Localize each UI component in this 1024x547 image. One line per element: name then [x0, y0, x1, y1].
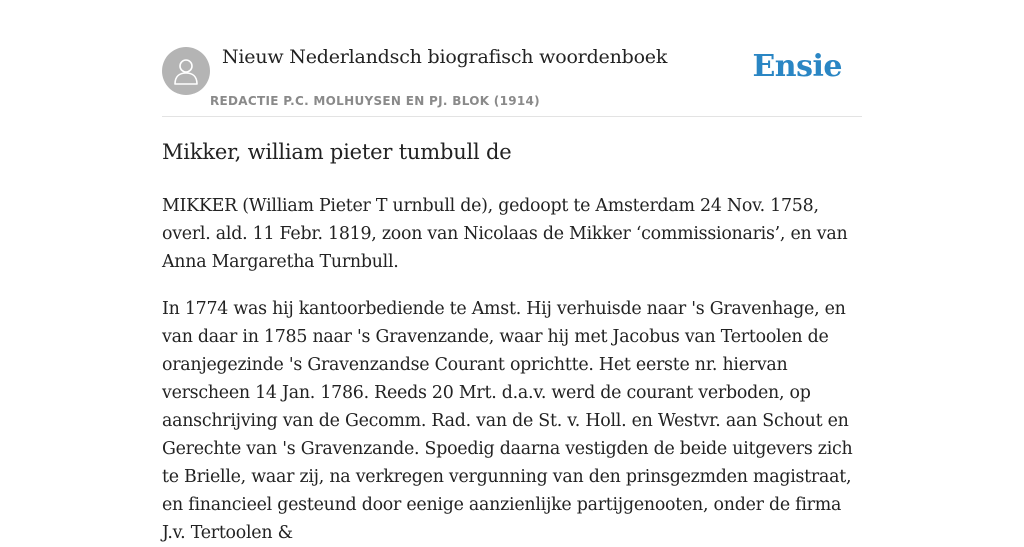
source-title[interactable]: Nieuw Nederlandsch biografisch woordenboek	[222, 46, 668, 68]
user-icon	[172, 56, 200, 86]
source-avatar[interactable]	[162, 47, 210, 95]
source-subtitle: REDACTIE P.C. MOLHUYSEN EN PJ. BLOK (1914)	[210, 94, 540, 108]
article-paragraph: In 1774 was hij kantoorbediende te Amst. Hij verhuisde naar 's Gravenhage, en van daar in 1785 naar 's Gravenzande, waar hij met Jacobus van Tertoolen de oranjegezinde 's Gravenzandse Courant oprichtte. Het eerste nr. hiervan verscheen 14 Jan. 1786. Reeds 20 Mrt. d.a.v. werd de courant verboden, op aanschrijving van de Gecomm. Rad. van de St. v. Holl. en Westvr. aan Schout en Gerechte van 's Gravenzande. Spoedig daarna vestigden de beide uitgevers zich te Brielle, waar zij, na verkregen vergunning van den prinsgezmden magistraat, en financieel gesteund door eenige aanzienlijke partijgenooten, onder de firma J.v. Tertoolen &	[162, 299, 853, 543]
page-container	[162, 0, 862, 543]
article-paragraph: MIKKER (William Pieter T urnbull de), gedoopt te Amsterdam 24 Nov. 1758, overl. ald. 11 Febr. 1819, zoon van Nicolaas de Mikker ‘commissionaris’, en van Anna Margaretha Turnbull.	[162, 196, 848, 272]
source-header	[162, 0, 862, 117]
brand-logo[interactable]: Ensie	[752, 49, 842, 84]
article-title: Mikker, william pieter tumbull de	[162, 140, 512, 164]
